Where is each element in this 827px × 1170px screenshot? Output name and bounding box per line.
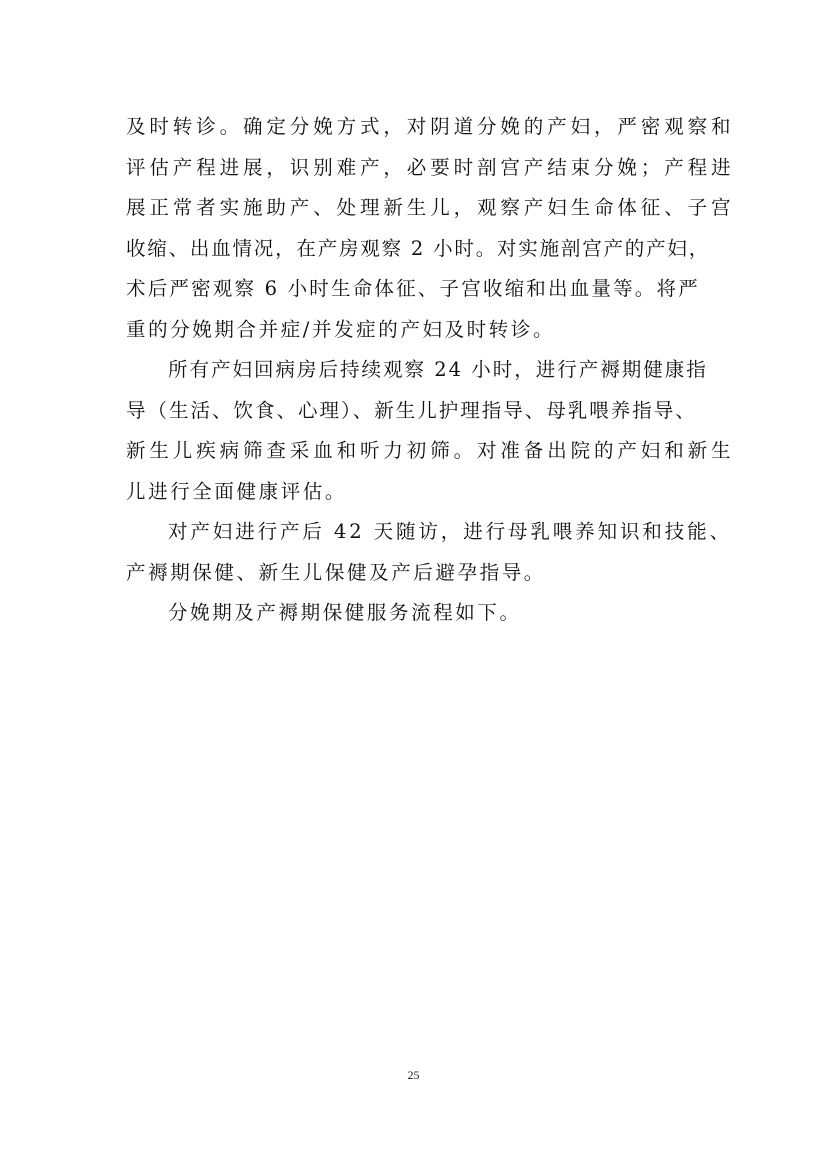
text-line: 收缩、出血情况，在产房观察 2 小时。对实施剖宫产的产妇， [126, 236, 711, 260]
text-line: 新生儿疾病筛查采血和听力初筛。对准备出院的产妇和新生 [126, 439, 735, 462]
text-line: 展正常者实施助产、处理新生儿，观察产妇生命体征、子宫 [126, 196, 735, 219]
text-line: 及时转诊。确定分娩方式，对阴道分娩的产妇，严密观察和 [126, 115, 735, 138]
paragraph-first-line: 所有产妇回病房后持续观察 24 小时，进行产褥期健康指 [168, 358, 708, 381]
text-line: 评估产程进展，识别难产，必要时剖宫产结束分娩；产程进 [126, 155, 735, 179]
page-number: 25 [407, 1068, 420, 1082]
paragraph-first-line: 对产妇进行产后 42 天随访，进行母乳喂养知识和技能、 [168, 520, 733, 543]
text-line: 术后严密观察 6 小时生命体征、子宫收缩和出血量等。将严 [126, 277, 700, 300]
body-text [126, 107, 735, 634]
text-line: 儿进行全面健康评估。 [126, 479, 348, 503]
text-line: 重的分娩期合并症/并发症的产妇及时转诊。 [126, 317, 556, 341]
text-line: 产褥期保健、新生儿保健及产后避孕指导。 [126, 560, 546, 584]
paragraph-first-line: 分娩期及产褥期保健服务流程如下。 [168, 601, 522, 624]
text-line: 导（生活、饮食、心理）、新生儿护理指导、母乳喂养指导、 [126, 398, 697, 422]
